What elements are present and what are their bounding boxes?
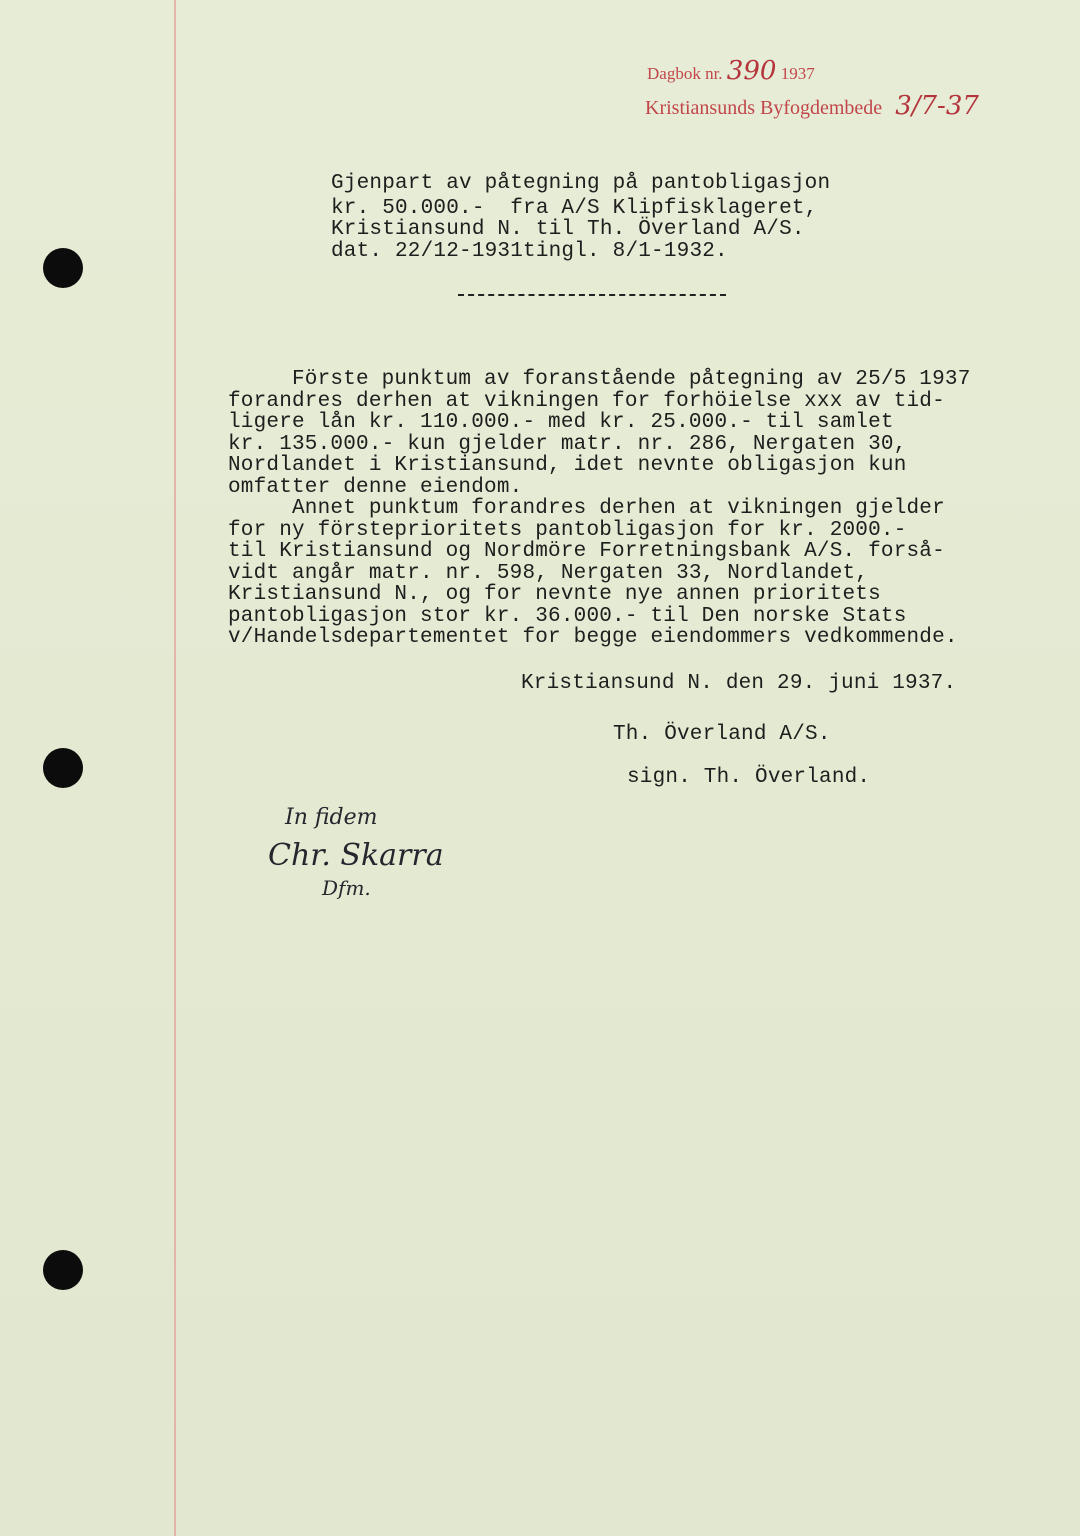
place-date: Kristiansund N. den 29. juni 1937.	[521, 672, 957, 695]
body-line: Förste punktum av foranstående påtegning av 25/5 1937	[228, 368, 971, 391]
company-name: Th. Överland A/S.	[613, 723, 831, 746]
dagbok-year: 1937	[780, 64, 815, 83]
stamp-date: 3/7-37	[895, 91, 979, 121]
dagbok-stamp	[647, 56, 815, 86]
body-line: Kristiansund N., og for nevnte nye annen prioritets	[228, 583, 881, 606]
body-line: pantobligasjon stor kr. 36.000.- til Den norske Stats	[228, 605, 907, 628]
body-line: for ny försteprioritets pantobligasjon for kr. 2000.-	[228, 519, 907, 542]
separator-dashes	[458, 294, 726, 296]
heading-line: kr. 50.000.- fra A/S Klipfisklageret,	[331, 197, 818, 220]
signed-by: sign. Th. Överland.	[627, 766, 871, 789]
body-line: ligere lån kr. 110.000.- med kr. 25.000.- til samlet	[228, 411, 894, 434]
attestation-title: Dfm.	[322, 876, 371, 900]
attestation-signature: Chr. Skarra	[268, 838, 444, 873]
body-line: Annet punktum forandres derhen at vikningen gjelder	[228, 497, 945, 520]
body-line: forandres derhen at vikningen for forhöielse xxx av tid-	[228, 390, 945, 413]
body-line: til Kristiansund og Nordmöre Forretningsbank A/S. forså-	[228, 540, 945, 563]
dagbok-number: 390	[726, 56, 777, 86]
heading-line: Gjenpart av påtegning på pantobligasjon	[331, 172, 831, 195]
body-line: v/Handelsdepartementet for begge eiendommers vedkommende.	[228, 626, 958, 649]
body-line: vidt angår matr. nr. 598, Nergaten 33, Nordlandet,	[228, 562, 869, 585]
punch-hole-bottom	[43, 1250, 83, 1290]
office-stamp	[645, 91, 979, 121]
punch-hole-middle	[43, 748, 83, 788]
heading-line: Kristiansund N. til Th. Överland A/S.	[331, 218, 805, 241]
attestation-line: In fidem	[285, 805, 378, 830]
office-name: Kristiansunds Byfogdembede	[645, 97, 883, 119]
heading-line: dat. 22/12-1931tingl. 8/1-1932.	[331, 240, 728, 263]
margin-rule	[174, 0, 176, 1536]
dagbok-label: Dagbok nr.	[647, 64, 723, 83]
body-line: kr. 135.000.- kun gjelder matr. nr. 286, Nergaten 30,	[228, 433, 907, 456]
body-line: Nordlandet i Kristiansund, idet nevnte obligasjon kun	[228, 454, 907, 477]
body-line: omfatter denne eiendom.	[228, 476, 523, 499]
punch-hole-top	[43, 248, 83, 288]
